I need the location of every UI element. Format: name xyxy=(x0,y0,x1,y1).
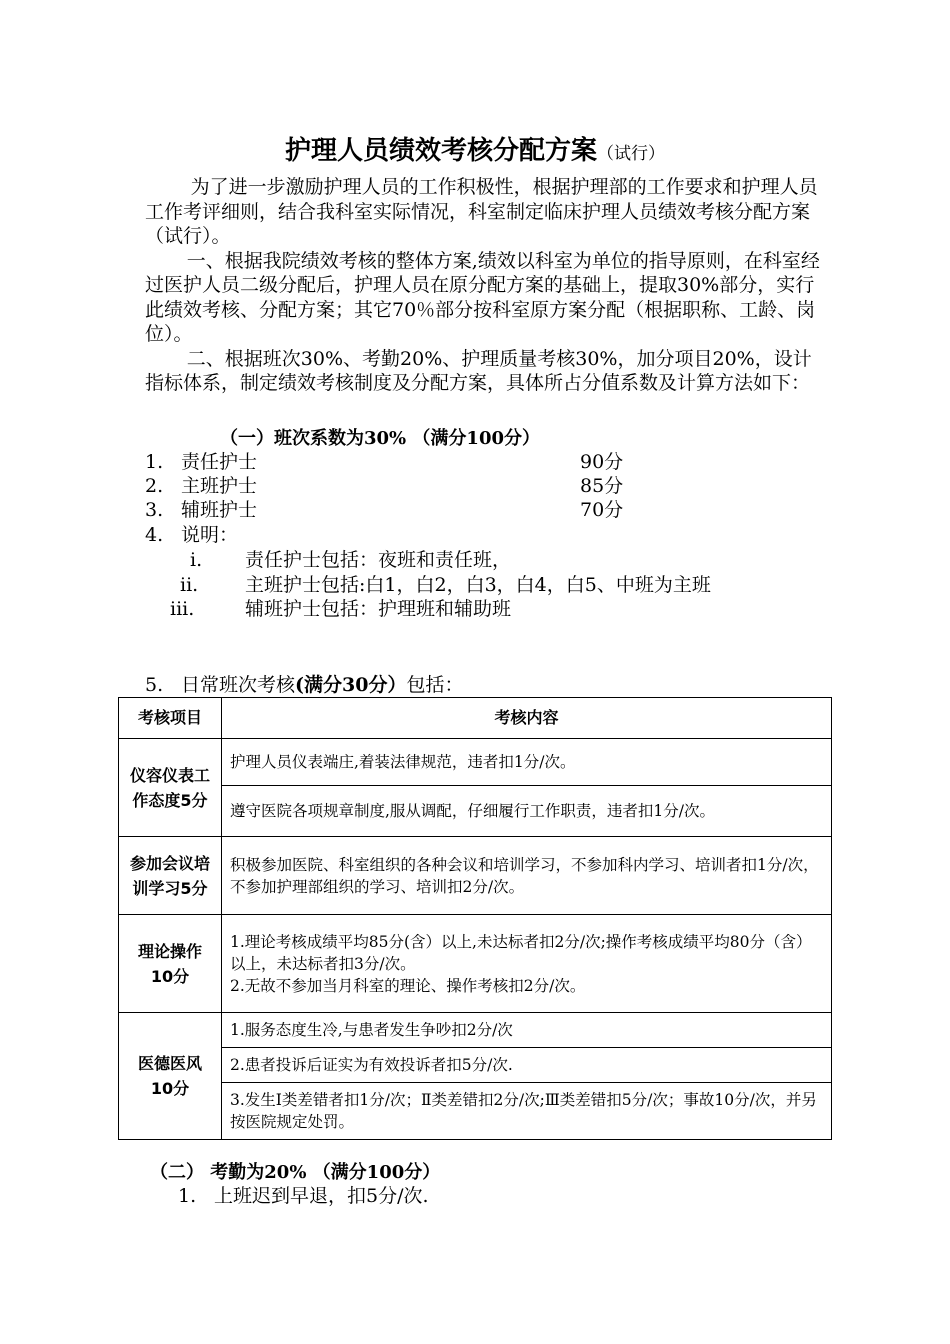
item-five: 5. 日常班次考核(满分30分）包括： xyxy=(145,674,464,696)
table-row xyxy=(119,739,832,786)
content-cell: 遵守医院各项规章制度,服从调配，仔细履行工作职责，违者扣1分/次。 xyxy=(222,786,832,837)
header-content: 考核内容 xyxy=(222,698,832,739)
assessment-table xyxy=(118,697,832,1140)
shift-score: 70分 xyxy=(580,499,624,521)
shift-item: 2. 主班护士 xyxy=(145,475,258,497)
table-row xyxy=(119,837,832,915)
content-cell: 2.患者投诉后证实为有效投诉者扣5分/次. xyxy=(222,1048,832,1083)
content-cell: 护理人员仪表端庄,着装法律规范，违者扣1分/次。 xyxy=(222,739,832,786)
table-header-row xyxy=(119,698,832,739)
category-cell: 仪容仪表工作态度5分 xyxy=(119,739,222,837)
note-heading: 4. 说明： xyxy=(145,524,239,546)
category-cell: 医德医风10分 xyxy=(119,1013,222,1140)
title-text: 护理人员绩效考核分配方案 xyxy=(284,136,597,166)
content-cell: 1.服务态度生冷,与患者发生争吵扣2分/次 xyxy=(222,1013,832,1048)
content-line: 1.理论考核成绩平均85分(含）以上,未达标者扣2分/次;操作考核成绩平均80分（含）以上，未达标者扣3分/次。 xyxy=(230,932,812,973)
intro-paragraph: 为了进一步激励护理人员的工作积极性，根据护理部的工作要求和护理人员工作考评细则，结合我科室实际情况，科室制定临床护理人员绩效考核分配方案（试行）。 xyxy=(145,176,818,247)
shift-item: 1. 责任护士 xyxy=(145,451,258,473)
section-two-heading: （二） 考勤为20% （满分100分） xyxy=(150,1162,441,1183)
point-two-paragraph: 二、根据班次30%、考勤20%、护理质量考核30%，加分项目20%，设计指标体系，制定绩效考核制度及分配方案，具体所占分值系数及计算方法如下： xyxy=(145,347,812,394)
note-item: i. 责任护士包括：夜班和责任班， xyxy=(190,549,512,571)
attendance-item: 1. 上班迟到早退，扣5分/次. xyxy=(178,1185,429,1207)
content-cell: 积极参加医院、科室组织的各种会议和培训学习，不参加科内学习、培训者扣1分/次，不参加护理部组织的学习、培训扣2分/次。 xyxy=(222,837,832,915)
page-title xyxy=(0,130,950,167)
header-item: 考核项目 xyxy=(119,698,222,739)
shift-score: 90分 xyxy=(580,451,624,473)
point-one-paragraph: 一、根据我院绩效考核的整体方案,绩效以科室为单位的指导原则，在科室经过医护人员二级分配后，护理人员在原分配方案的基础上，提取30%部分，实行此绩效考核、分配方案；其它70％部分按科室原方案分配（根据职称、工龄、岗位）。 xyxy=(145,249,820,345)
shift-score: 85分 xyxy=(580,475,624,497)
body-text xyxy=(145,175,820,396)
content-cell: 3.发生Ⅰ类差错者扣1分/次；Ⅱ类差错扣2分/次;Ⅲ类差错扣5分/次；事故10分/次，并另按医院规定处罚。 xyxy=(222,1083,832,1140)
table-row xyxy=(119,1048,832,1083)
title-suffix: （试行） xyxy=(597,144,665,164)
category-cell: 参加会议培训学习5分 xyxy=(119,837,222,915)
table-row xyxy=(119,1013,832,1048)
section-one-heading: （一）班次系数为30% （满分100分） xyxy=(220,428,540,449)
content-line: 2.无故不参加当月科室的理论、操作考核扣2分/次。 xyxy=(230,976,586,995)
note-item: ii. 主班护士包括:白1，白2，白3，白4，白5、中班为主班 xyxy=(180,574,711,596)
table-row xyxy=(119,1083,832,1140)
category-cell: 理论操作10分 xyxy=(119,915,222,1013)
note-item: iii. 辅班护士包括：护理班和辅助班 xyxy=(170,598,512,620)
table-row xyxy=(119,786,832,837)
shift-item: 3. 辅班护士 xyxy=(145,499,258,521)
content-cell xyxy=(222,915,832,1013)
table-row xyxy=(119,915,832,1013)
